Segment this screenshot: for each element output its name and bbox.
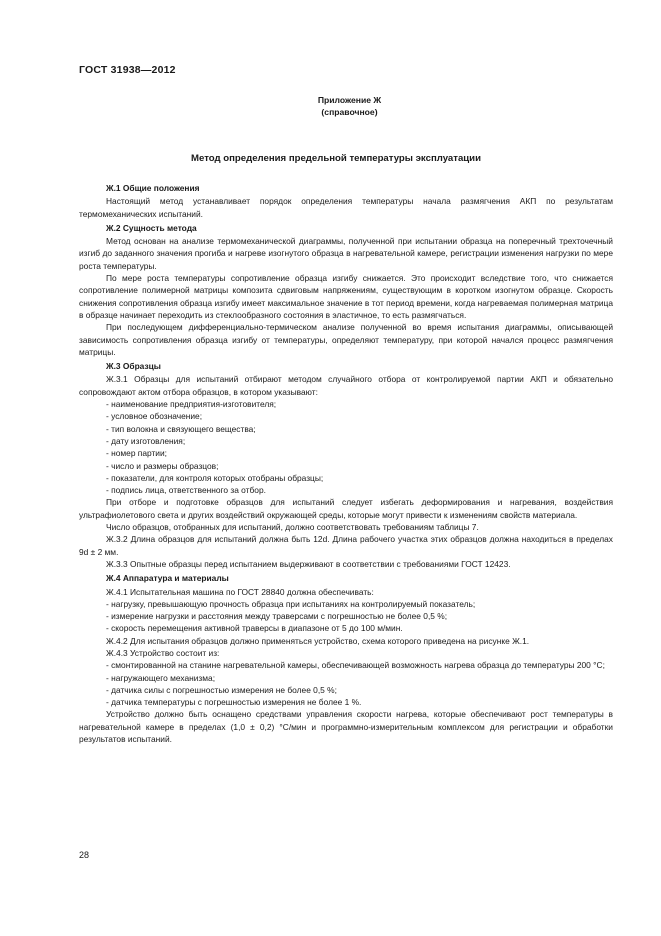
paragraph: Ж.4.3 Устройство состоит из:: [106, 647, 220, 658]
section-heading: Ж.3 Образцы: [106, 361, 161, 372]
paragraph: Ж.4.2 Для испытания образцов должно применяться устройство, схема которого приведена на рисунке Ж.1.: [106, 635, 530, 646]
document-body: [79, 180, 613, 745]
list-item: - измерение нагрузки и расстояния между траверсами с погрешностью не более 0,5 %;: [106, 611, 448, 622]
list-item: - показатели, для контроля которых отобраны образцы;: [106, 472, 324, 483]
list-item: - наименование предприятия-изготовителя;: [106, 399, 277, 410]
list-item: - скорость перемещения активной траверсы в диапазоне от 5 до 100 м/мин.: [106, 623, 403, 634]
paragraph: Устройство должно быть оснащено средствами управления скорости нагрева, которые обеспечивают рост температуры в нагревательной камере в пределах (1,0 ± 0,2) °С/мин и программно-измерительным комплексом для регистрации и обработки результатов испытаний.: [79, 709, 613, 745]
paragraph: Метод основан на анализе термомеханической диаграммы, полученной при испытании образца на поперечный трехточечный изгиб до заданного значения прогиба и нагреве изогнутого образца в нагревательной камере, регистрации изменения нагрузки по мере роста температуры.: [79, 236, 613, 271]
standard-header: ГОСТ 31938—2012: [79, 64, 176, 76]
paragraph: Ж.3.3 Опытные образцы перед испытанием выдерживают в соответствии с требованиями ГОСТ 12423.: [106, 558, 511, 569]
list-item: - номер партии;: [106, 448, 167, 459]
list-item: - тип волокна и связующего вещества;: [106, 423, 256, 434]
paragraph: По мере роста температуры сопротивление образца изгибу снижается. Это происходит вследствие того, что снижается сопротивление полимерной матрицы композита сдвиговым напряжениям, существующим в коротком изогнутом образце. Скорость снижения сопротивления образца изгибу имеет максимальное значение в тот период времени, когда нагреваемая полимерная матрица в образце начинает переходить из стеклообразного состояния в эластичное, то есть размягчаться.: [79, 273, 613, 320]
list-item: - подпись лица, ответственного за отбор.: [106, 485, 266, 496]
list-item: - датчика температуры с погрешностью измерения не более 1 %.: [106, 697, 362, 708]
list-item: - дату изготовления;: [106, 435, 186, 446]
paragraph: Число образцов, отобранных для испытаний, должно соответствовать требованиям таблицы 7.: [106, 522, 479, 533]
appendix-label: [0, 94, 661, 118]
appendix-title: Приложение Ж: [317, 95, 382, 105]
paragraph: - смонтированной на станине нагревательной камеры, обеспечивающей возможность нагрева образца до температуры 200 °С;: [106, 660, 605, 671]
paragraph: Ж.3.1 Образцы для испытаний отбирают методом случайного отбора от контролируемой партии АКП и обязательно сопровождают актом отбора образцов, в котором указывают:: [79, 374, 613, 397]
list-item: - число и размеры образцов;: [106, 460, 219, 471]
section-heading: Ж.1 Общие положения: [106, 183, 200, 193]
paragraph: Ж.3.2 Длина образцов для испытаний должна быть 12d. Длина рабочего участка этих образцов должна находиться в пределах 9d ± 2 мм.: [79, 534, 613, 557]
section-heading: Ж.2 Сущность метода: [106, 222, 197, 233]
list-item: - нагрузку, превышающую прочность образца при испытаниях на контролируемый показатель;: [106, 598, 476, 609]
paragraph: При последующем дифференциально-термическом анализе полученной во время испытания диаграммы, описывающей зависимость сопротивления образца изгибу от температуры, определяют температуру, при которой начался процесс размягчения матрицы.: [79, 322, 613, 357]
page-number: 28: [79, 850, 90, 860]
paragraph: Настоящий метод устанавливает порядок определения температуры начала размягчения АКП по результатам термомеханических испытаний.: [79, 196, 613, 219]
paragraph: Ж.4.1 Испытательная машина по ГОСТ 28840 должна обеспечивать:: [106, 586, 374, 597]
document-title: Метод определения предельной температуры эксплуатации: [191, 153, 481, 164]
list-item: - датчика силы с погрешностью измерения не более 0,5 %;: [106, 684, 337, 695]
paragraph: При отборе и подготовке образцов для испытаний следует избегать деформирования и нагревания, воздействия ультрафиолетового света и других воздействий окружающей среды, которые могут привести к изменениям свойств материала.: [79, 497, 613, 520]
list-item: - нагружающего механизма;: [106, 672, 216, 683]
section-heading: Ж.4 Аппаратура и материалы: [106, 573, 229, 584]
appendix-subtitle: (справочное): [321, 107, 378, 117]
list-item: - условное обозначение;: [106, 411, 203, 422]
